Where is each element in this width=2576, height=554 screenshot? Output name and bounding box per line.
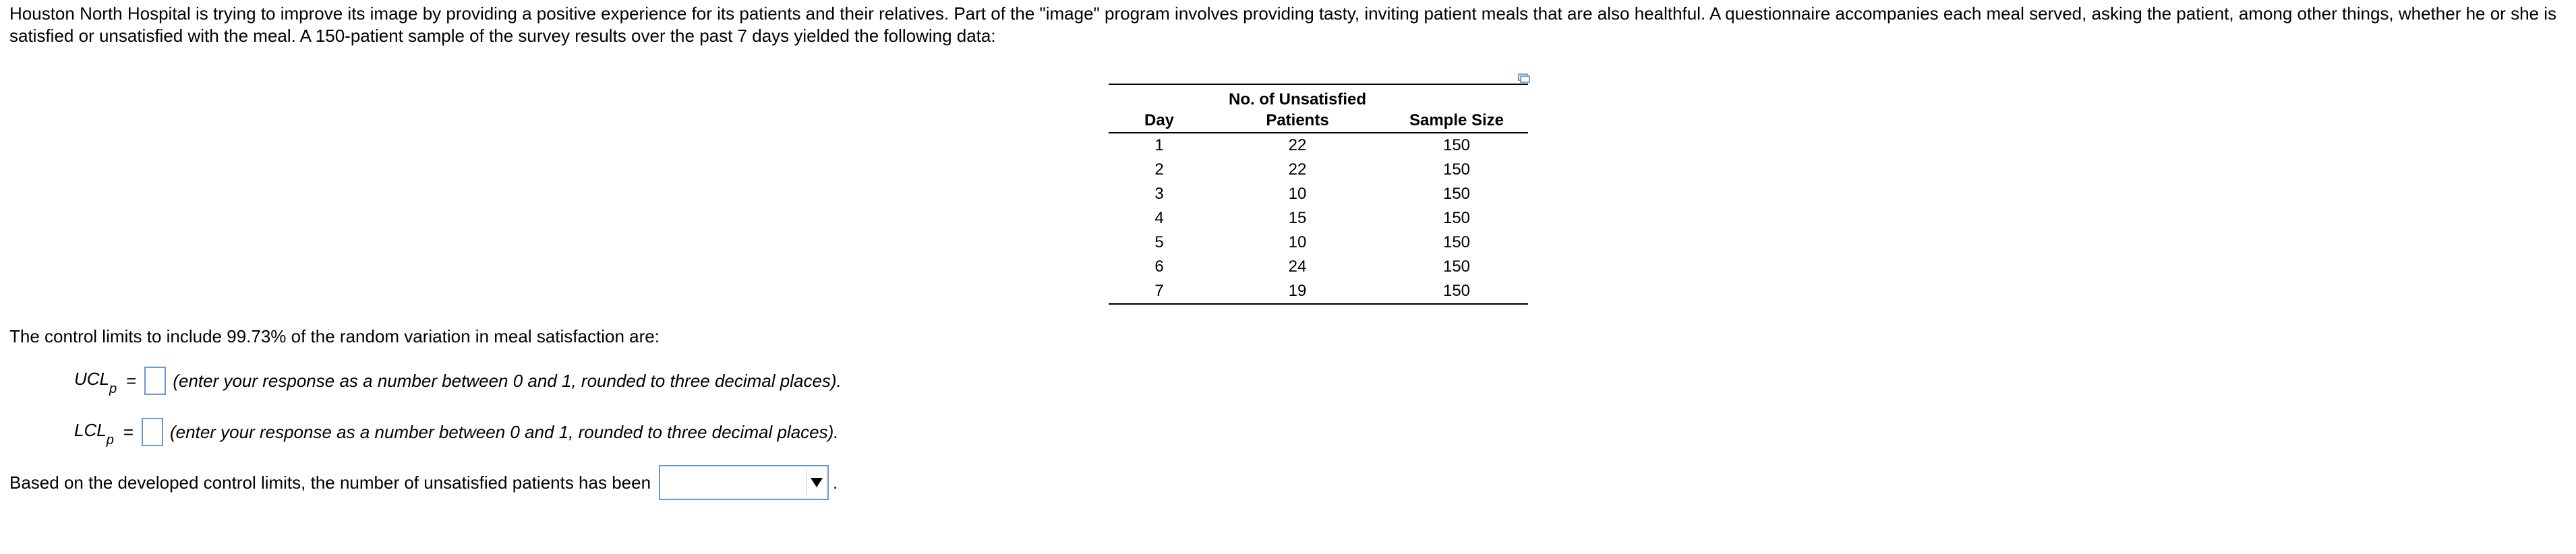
cell-day: 2	[1154, 160, 1164, 179]
lcl-sub: p	[106, 433, 114, 448]
header-unsatisfied-line2: Patients	[1266, 111, 1329, 129]
table-row	[1109, 182, 1528, 206]
data-table-container	[1109, 84, 1528, 305]
problem-statement: Houston North Hospital is trying to improve its image by providing a positive experience for its patients and their relatives. Part of the "image" program involves providing tasty, inviting patient meals that are also healthful. A questionnaire accompanies each meal served, asking the patient, among other things, whether he or she is satisfied or unsatisfied with the meal. A 150-patient sample of the survey results over the past 7 days yielded the following data:	[9, 3, 2556, 46]
cell-day: 1	[1154, 136, 1164, 154]
cell-day: 3	[1154, 185, 1164, 203]
lcl-var: LCL	[74, 419, 107, 440]
lcl-label	[74, 419, 114, 448]
ucl-row	[74, 367, 842, 395]
header-day: Day	[1144, 111, 1175, 129]
table-row	[1109, 158, 1528, 182]
cell-unsatisfied: 15	[1288, 209, 1307, 227]
cell-day: 5	[1154, 233, 1164, 251]
table-row	[1109, 206, 1528, 230]
conclusion-text: Based on the developed control limits, the number of unsatisfied patients has been	[9, 472, 651, 493]
cell-unsatisfied: 19	[1288, 282, 1307, 300]
table-row	[1109, 230, 1528, 255]
header-sample-size: Sample Size	[1409, 111, 1504, 129]
dropdown-arrow-icon[interactable]	[807, 469, 826, 496]
cell-day: 4	[1154, 209, 1164, 227]
table-header-row	[1109, 84, 1528, 133]
lcl-hint: (enter your response as a number between 0 and 1, rounded to three decimal places).	[170, 421, 839, 442]
cell-unsatisfied: 22	[1288, 160, 1307, 179]
cell-day: 7	[1154, 282, 1164, 300]
table-row	[1109, 255, 1528, 279]
conclusion-dropdown[interactable]	[659, 465, 829, 500]
control-limits-intro: The control limits to include 99.73% of the random variation in meal satisfaction are:	[9, 326, 660, 346]
cell-sample-size: 150	[1442, 282, 1471, 300]
ucl-hint: (enter your response as a number between 0 and 1, rounded to three decimal places).	[173, 370, 842, 391]
cell-sample-size: 150	[1442, 233, 1471, 251]
cell-unsatisfied: 22	[1288, 136, 1307, 154]
lcl-equals: =	[123, 421, 134, 442]
header-unsatisfied-line1: No. of Unsatisfied	[1228, 90, 1366, 109]
cell-unsatisfied: 10	[1288, 185, 1307, 203]
data-table	[1109, 84, 1528, 305]
ucl-label	[74, 368, 117, 397]
cell-sample-size: 150	[1442, 160, 1471, 179]
cell-sample-size: 150	[1442, 185, 1471, 203]
lcl-row	[74, 418, 839, 446]
ucl-equals: =	[126, 370, 137, 391]
table-row	[1109, 133, 1528, 158]
copy-data-icon[interactable]	[1518, 67, 1530, 78]
cell-unsatisfied: 10	[1288, 233, 1307, 251]
header-unsatisfied	[1210, 84, 1385, 133]
cell-sample-size: 150	[1442, 257, 1471, 276]
ucl-sub: p	[109, 381, 117, 397]
ucl-var: UCL	[74, 368, 110, 389]
cell-sample-size: 150	[1442, 209, 1471, 227]
cell-day: 6	[1154, 257, 1164, 276]
lcl-input[interactable]	[142, 418, 163, 446]
cell-sample-size: 150	[1442, 136, 1471, 154]
cell-unsatisfied: 24	[1288, 257, 1307, 276]
ucl-input[interactable]	[144, 367, 166, 395]
table-row	[1109, 279, 1528, 304]
conclusion-period: .	[833, 472, 838, 493]
conclusion-row	[9, 465, 838, 500]
